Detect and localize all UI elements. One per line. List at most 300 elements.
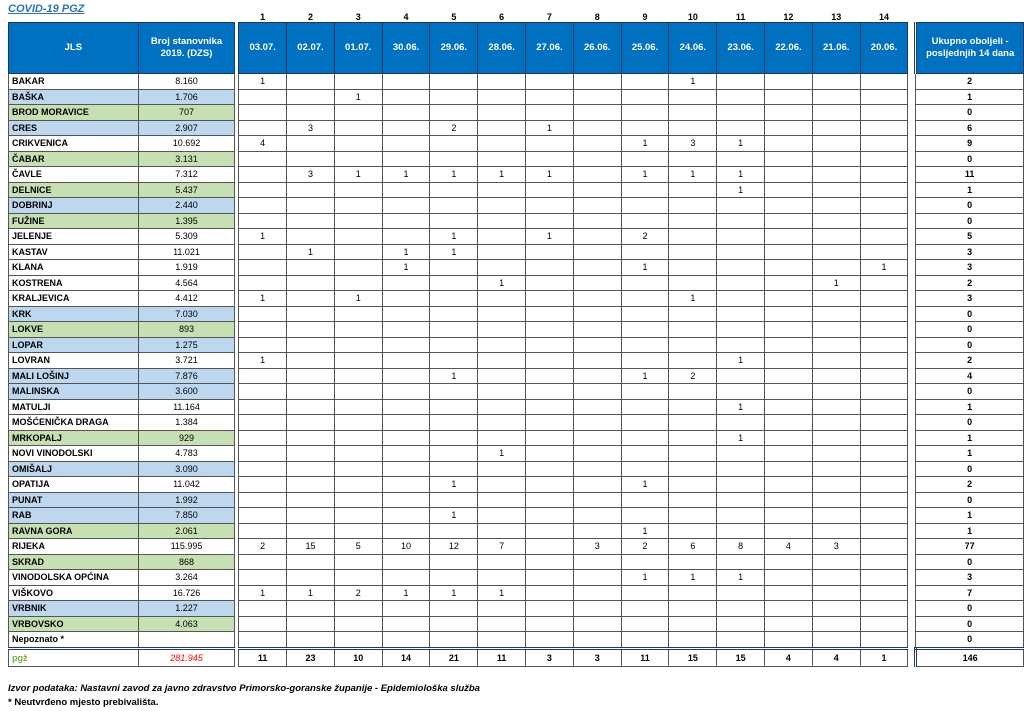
case-count-cell <box>765 306 813 322</box>
case-count-cell <box>526 151 574 167</box>
population-cell: 7.850 <box>138 508 235 524</box>
case-count-cell <box>860 616 908 632</box>
population-header: Broj stanovnika 2019. (DZS) <box>138 23 235 74</box>
case-count-cell <box>812 291 860 307</box>
case-count-cell <box>669 229 717 245</box>
case-count-cell <box>621 74 669 90</box>
municipality-name: PUNAT <box>9 492 139 508</box>
case-count-cell <box>860 151 908 167</box>
case-count-cell <box>287 337 335 353</box>
case-count-cell <box>573 492 621 508</box>
case-count-cell <box>765 182 813 198</box>
case-count-cell: 1 <box>430 508 478 524</box>
case-count-cell <box>573 368 621 384</box>
case-count-cell <box>812 167 860 183</box>
row-total-cell: 0 <box>916 306 1024 322</box>
case-count-cell <box>669 120 717 136</box>
case-count-cell: 1 <box>382 244 430 260</box>
case-count-cell <box>669 322 717 338</box>
case-count-cell <box>717 632 765 649</box>
case-count-cell <box>669 492 717 508</box>
case-count-cell <box>573 74 621 90</box>
case-count-cell <box>526 198 574 214</box>
population-cell: 893 <box>138 322 235 338</box>
case-count-cell <box>430 399 478 415</box>
case-count-cell <box>812 213 860 229</box>
case-count-cell <box>812 461 860 477</box>
population-cell: 2.440 <box>138 198 235 214</box>
day-total-cell: 15 <box>717 648 765 666</box>
case-count-cell <box>812 430 860 446</box>
case-count-cell <box>669 384 717 400</box>
table-row <box>9 182 1024 198</box>
case-count-cell <box>621 446 669 462</box>
case-count-cell <box>334 198 382 214</box>
case-count-cell: 1 <box>717 430 765 446</box>
population-cell: 11.042 <box>138 477 235 493</box>
case-count-cell: 1 <box>430 585 478 601</box>
day-total-cell: 10 <box>334 648 382 666</box>
day-total-cell: 11 <box>478 648 526 666</box>
case-count-cell <box>526 322 574 338</box>
population-cell: 11.164 <box>138 399 235 415</box>
jls-header: JLS <box>9 23 139 74</box>
row-total-cell: 0 <box>916 198 1024 214</box>
case-count-cell <box>860 523 908 539</box>
population-cell: 4.564 <box>138 275 235 291</box>
case-count-cell: 1 <box>860 260 908 276</box>
case-count-cell <box>287 554 335 570</box>
case-count-cell <box>382 415 430 431</box>
table-row <box>9 461 1024 477</box>
case-count-cell <box>621 384 669 400</box>
case-count-cell <box>334 74 382 90</box>
case-count-cell <box>287 415 335 431</box>
case-count-cell <box>478 198 526 214</box>
case-count-cell <box>478 182 526 198</box>
case-count-cell <box>717 508 765 524</box>
case-count-cell <box>478 322 526 338</box>
population-cell: 3.090 <box>138 461 235 477</box>
case-count-cell <box>334 446 382 462</box>
case-count-cell <box>526 182 574 198</box>
table-row <box>9 229 1024 245</box>
header-row <box>9 23 1024 74</box>
case-count-cell <box>765 415 813 431</box>
case-count-cell <box>860 601 908 617</box>
table-row <box>9 632 1024 649</box>
document-title[interactable]: COVID-19 PGZ <box>8 3 85 15</box>
case-count-cell <box>287 399 335 415</box>
case-count-cell <box>812 105 860 121</box>
case-count-cell <box>860 368 908 384</box>
case-count-cell <box>717 601 765 617</box>
case-count-cell <box>765 337 813 353</box>
case-count-cell: 7 <box>478 539 526 555</box>
case-count-cell <box>717 585 765 601</box>
case-count-cell <box>573 632 621 649</box>
table-row <box>9 167 1024 183</box>
case-count-cell <box>765 74 813 90</box>
case-count-cell <box>334 570 382 586</box>
case-count-cell <box>334 229 382 245</box>
case-count-cell <box>860 105 908 121</box>
case-count-cell <box>239 322 287 338</box>
case-count-cell <box>621 337 669 353</box>
case-count-cell <box>860 213 908 229</box>
case-count-cell <box>765 616 813 632</box>
case-count-cell: 1 <box>621 477 669 493</box>
municipality-name: BAKAR <box>9 74 139 90</box>
case-count-cell <box>765 89 813 105</box>
case-count-cell <box>717 384 765 400</box>
case-count-cell: 1 <box>526 229 574 245</box>
case-count-cell <box>812 260 860 276</box>
case-count-cell: 1 <box>239 585 287 601</box>
case-count-cell <box>478 554 526 570</box>
case-count-cell: 2 <box>621 539 669 555</box>
case-count-cell <box>860 632 908 649</box>
case-count-cell: 1 <box>669 74 717 90</box>
table-row <box>9 570 1024 586</box>
case-count-cell <box>717 477 765 493</box>
case-count-cell <box>382 89 430 105</box>
table-row <box>9 492 1024 508</box>
case-count-cell <box>621 616 669 632</box>
case-count-cell <box>573 306 621 322</box>
table-row <box>9 415 1024 431</box>
case-count-cell <box>430 430 478 446</box>
case-count-cell <box>334 430 382 446</box>
case-count-cell <box>382 430 430 446</box>
case-count-cell <box>860 353 908 369</box>
municipality-name: VRBNIK <box>9 601 139 617</box>
municipality-name: FUŽINE <box>9 213 139 229</box>
case-count-cell <box>765 213 813 229</box>
table-row <box>9 151 1024 167</box>
day-total-cell: 4 <box>812 648 860 666</box>
case-count-cell <box>382 601 430 617</box>
case-count-cell <box>430 74 478 90</box>
population-cell: 3.131 <box>138 151 235 167</box>
case-count-cell <box>526 291 574 307</box>
municipality-name: CRIKVENICA <box>9 136 139 152</box>
case-count-cell <box>669 415 717 431</box>
case-count-cell <box>669 461 717 477</box>
population-cell: 1.395 <box>138 213 235 229</box>
column-number: 7 <box>546 12 552 22</box>
case-count-cell: 1 <box>382 167 430 183</box>
case-count-cell <box>382 477 430 493</box>
case-count-cell <box>382 632 430 649</box>
case-count-cell <box>812 306 860 322</box>
case-count-cell <box>287 570 335 586</box>
case-count-cell <box>573 430 621 446</box>
case-count-cell <box>573 477 621 493</box>
case-count-cell <box>717 616 765 632</box>
column-number: 14 <box>879 12 890 22</box>
case-count-cell <box>478 105 526 121</box>
column-number: 1 <box>260 12 266 22</box>
case-count-cell <box>860 461 908 477</box>
case-count-cell <box>526 337 574 353</box>
case-count-cell <box>478 151 526 167</box>
case-count-cell <box>287 353 335 369</box>
municipality-name: LOKVE <box>9 322 139 338</box>
case-count-cell <box>478 136 526 152</box>
case-count-cell <box>621 244 669 260</box>
case-count-cell <box>334 120 382 136</box>
day-total-cell: 1 <box>860 648 908 666</box>
case-count-cell <box>287 384 335 400</box>
municipality-name: CRES <box>9 120 139 136</box>
case-count-cell <box>382 508 430 524</box>
case-count-cell: 3 <box>812 539 860 555</box>
case-count-cell <box>430 322 478 338</box>
case-count-cell: 1 <box>812 275 860 291</box>
population-total: 281.945 <box>138 648 235 666</box>
case-count-cell <box>382 368 430 384</box>
case-count-cell <box>860 74 908 90</box>
case-count-cell <box>621 415 669 431</box>
case-count-cell <box>382 322 430 338</box>
case-count-cell <box>239 415 287 431</box>
day-total-cell: 3 <box>526 648 574 666</box>
case-count-cell <box>526 477 574 493</box>
case-count-cell: 10 <box>382 539 430 555</box>
case-count-cell <box>573 244 621 260</box>
case-count-cell <box>860 492 908 508</box>
case-count-cell <box>526 275 574 291</box>
case-count-cell <box>239 306 287 322</box>
case-count-cell <box>287 198 335 214</box>
population-cell: 5.437 <box>138 182 235 198</box>
case-count-cell <box>478 291 526 307</box>
case-count-cell <box>287 430 335 446</box>
table-row <box>9 275 1024 291</box>
case-count-cell <box>478 508 526 524</box>
case-count-cell <box>573 601 621 617</box>
case-count-cell <box>669 477 717 493</box>
case-count-cell <box>860 120 908 136</box>
column-number: 13 <box>831 12 842 22</box>
case-count-cell <box>765 430 813 446</box>
case-count-cell <box>478 120 526 136</box>
case-count-cell <box>526 306 574 322</box>
case-count-cell: 1 <box>334 89 382 105</box>
case-count-cell <box>334 322 382 338</box>
municipality-name: VRBOVSKO <box>9 616 139 632</box>
case-count-cell: 1 <box>717 353 765 369</box>
case-count-cell <box>478 461 526 477</box>
case-count-cell <box>334 523 382 539</box>
municipality-name: LOPAR <box>9 337 139 353</box>
population-cell: 7.030 <box>138 306 235 322</box>
case-count-cell: 3 <box>287 167 335 183</box>
date-header: 21.06. <box>812 23 860 74</box>
case-count-cell <box>478 337 526 353</box>
case-count-cell: 4 <box>765 539 813 555</box>
row-total-cell: 0 <box>916 461 1024 477</box>
date-header: 01.07. <box>334 23 382 74</box>
population-cell: 868 <box>138 554 235 570</box>
row-total-cell: 1 <box>916 430 1024 446</box>
case-count-cell <box>621 275 669 291</box>
case-count-cell <box>717 89 765 105</box>
case-count-cell <box>334 105 382 121</box>
case-count-cell <box>382 136 430 152</box>
footnote: * Neutvrđeno mjesto prebivališta. <box>8 697 159 708</box>
case-count-cell <box>334 632 382 649</box>
case-count-cell <box>239 384 287 400</box>
case-count-cell <box>239 213 287 229</box>
case-count-cell <box>717 337 765 353</box>
case-count-cell <box>621 213 669 229</box>
case-count-cell <box>765 353 813 369</box>
case-count-cell <box>430 136 478 152</box>
case-count-cell <box>382 198 430 214</box>
case-count-cell <box>334 399 382 415</box>
case-count-cell <box>478 260 526 276</box>
case-count-cell <box>239 260 287 276</box>
total-header: Ukupno oboljeli - posljednjih 14 dana <box>916 23 1024 74</box>
case-count-cell: 1 <box>239 229 287 245</box>
case-count-cell <box>287 275 335 291</box>
table-row <box>9 306 1024 322</box>
table-row <box>9 554 1024 570</box>
case-count-cell <box>621 554 669 570</box>
case-count-cell <box>478 415 526 431</box>
table-row <box>9 213 1024 229</box>
date-header: 22.06. <box>765 23 813 74</box>
case-count-cell <box>334 275 382 291</box>
case-count-cell: 2 <box>669 368 717 384</box>
date-header: 20.06. <box>860 23 908 74</box>
case-count-cell <box>860 399 908 415</box>
column-number: 4 <box>403 12 409 22</box>
case-count-cell: 1 <box>526 167 574 183</box>
case-count-cell <box>765 570 813 586</box>
case-count-cell <box>526 244 574 260</box>
date-header: 29.06. <box>430 23 478 74</box>
case-count-cell <box>526 492 574 508</box>
case-count-cell <box>765 523 813 539</box>
case-count-cell <box>526 89 574 105</box>
date-header: 25.06. <box>621 23 669 74</box>
row-total-cell: 2 <box>916 353 1024 369</box>
municipality-name: Nepoznato * <box>9 632 139 649</box>
case-count-cell <box>573 105 621 121</box>
municipality-name: SKRAD <box>9 554 139 570</box>
municipality-name: MALINSKA <box>9 384 139 400</box>
table-row <box>9 337 1024 353</box>
case-count-cell <box>812 182 860 198</box>
case-count-cell: 3 <box>669 136 717 152</box>
case-count-cell <box>382 105 430 121</box>
case-count-cell <box>430 415 478 431</box>
case-count-cell <box>239 461 287 477</box>
case-count-cell <box>717 322 765 338</box>
case-count-cell <box>239 89 287 105</box>
case-count-cell <box>287 229 335 245</box>
case-count-cell <box>334 384 382 400</box>
case-count-cell: 5 <box>334 539 382 555</box>
case-count-cell <box>812 554 860 570</box>
table-row <box>9 446 1024 462</box>
case-count-cell <box>382 120 430 136</box>
case-count-cell <box>382 616 430 632</box>
municipality-name: KRALJEVICA <box>9 291 139 307</box>
column-number: 6 <box>499 12 505 22</box>
case-count-cell <box>765 167 813 183</box>
case-count-cell <box>765 229 813 245</box>
day-total-cell: 21 <box>430 648 478 666</box>
case-count-cell <box>478 616 526 632</box>
case-count-cell <box>765 368 813 384</box>
case-count-cell <box>812 523 860 539</box>
table-row <box>9 384 1024 400</box>
case-count-cell <box>717 151 765 167</box>
case-count-cell <box>430 182 478 198</box>
case-count-cell: 1 <box>621 523 669 539</box>
case-count-cell <box>669 585 717 601</box>
case-count-cell <box>860 539 908 555</box>
case-count-cell <box>669 353 717 369</box>
case-count-cell <box>526 105 574 121</box>
case-count-cell <box>287 322 335 338</box>
case-count-cell <box>239 616 287 632</box>
case-count-cell <box>430 632 478 649</box>
case-count-cell <box>860 291 908 307</box>
municipality-name: MRKOPALJ <box>9 430 139 446</box>
table-row <box>9 585 1024 601</box>
case-count-cell <box>478 244 526 260</box>
case-count-cell <box>287 291 335 307</box>
case-count-cell <box>334 368 382 384</box>
case-count-cell <box>478 74 526 90</box>
case-count-cell <box>334 415 382 431</box>
case-count-cell <box>812 337 860 353</box>
table-row <box>9 89 1024 105</box>
case-count-cell <box>239 632 287 649</box>
case-count-cell <box>573 275 621 291</box>
case-count-cell <box>526 260 574 276</box>
case-count-cell <box>334 508 382 524</box>
case-count-cell: 1 <box>669 167 717 183</box>
table-row <box>9 523 1024 539</box>
case-count-cell <box>526 213 574 229</box>
case-count-cell <box>669 306 717 322</box>
table-row <box>9 105 1024 121</box>
case-count-cell <box>287 492 335 508</box>
case-count-cell <box>382 570 430 586</box>
row-total-cell: 1 <box>916 508 1024 524</box>
row-total-cell: 1 <box>916 446 1024 462</box>
case-count-cell <box>573 291 621 307</box>
population-cell: 3.600 <box>138 384 235 400</box>
case-count-cell <box>430 105 478 121</box>
case-count-cell <box>478 492 526 508</box>
municipality-name: JELENJE <box>9 229 139 245</box>
table-row <box>9 74 1024 90</box>
row-total-cell: 0 <box>916 384 1024 400</box>
case-count-cell <box>765 446 813 462</box>
row-total-cell: 9 <box>916 136 1024 152</box>
case-count-cell <box>812 508 860 524</box>
case-count-cell <box>621 120 669 136</box>
case-count-cell: 2 <box>621 229 669 245</box>
case-count-cell <box>239 477 287 493</box>
